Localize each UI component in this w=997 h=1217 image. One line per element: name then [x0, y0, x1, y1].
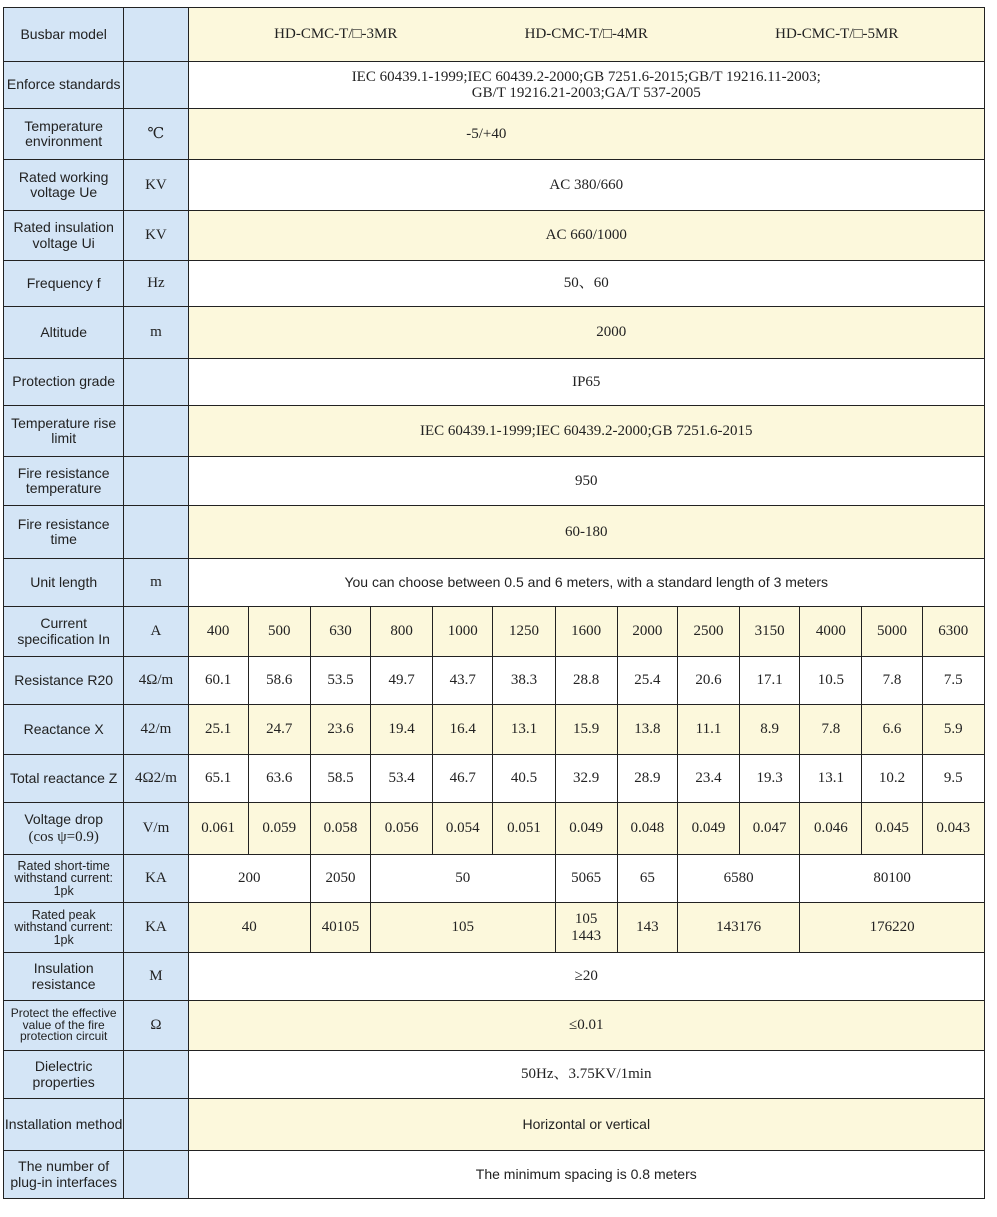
row-altitude	[4, 307, 985, 359]
row-unit: 4Ω2/m	[124, 755, 188, 803]
value-cell: 1600	[555, 607, 617, 657]
row-protect-circuit	[4, 1001, 985, 1051]
row-unit	[124, 1051, 188, 1099]
row-label: Rated short-time withstand current: 1pk	[4, 855, 124, 903]
row-label: Protect the effective value of the fire protection circuit	[4, 1001, 124, 1051]
value-cell: 0.046	[800, 803, 862, 855]
value-cell: 2050	[310, 855, 370, 903]
row-label: Enforce standards	[4, 62, 124, 109]
value-cell: 5000	[862, 607, 922, 657]
row-label: Frequency f	[4, 261, 124, 307]
value-cell: 16.4	[433, 705, 493, 755]
row-label: Rated working voltage Ue	[4, 160, 124, 211]
value-cell: 6580	[677, 855, 799, 903]
value-cell: 1000	[433, 607, 493, 657]
value-cell: 38.3	[493, 657, 555, 705]
row-unit: KV	[124, 160, 188, 211]
row-short-time-current	[4, 855, 985, 903]
row-label: Busbar model	[4, 8, 124, 62]
row-value: IEC 60439.1-1999;IEC 60439.2-2000;GB 7251.6-2015	[188, 406, 984, 457]
row-unit	[124, 506, 188, 559]
value-cell: 28.8	[555, 657, 617, 705]
row-unit	[124, 1099, 188, 1151]
row-label: Temperature rise limit	[4, 406, 124, 457]
value-cell: 13.1	[800, 755, 862, 803]
value-cell: 46.7	[433, 755, 493, 803]
spec-table	[3, 7, 985, 1199]
row-unit	[124, 406, 188, 457]
row-unit	[124, 62, 188, 109]
row-unit: V/m	[124, 803, 188, 855]
row-unit	[124, 457, 188, 506]
value-cell: 19.3	[740, 755, 800, 803]
value-cell: 143	[617, 903, 677, 953]
row-value: IP65	[188, 359, 984, 406]
row-reactance	[4, 705, 985, 755]
value-cell: 105	[371, 903, 556, 953]
value-cell: 7.8	[800, 705, 862, 755]
row-value: ≤0.01	[188, 1001, 984, 1051]
row-unit: KA	[124, 903, 188, 953]
standards-line-1: IEC 60439.1-1999;IEC 60439.2-2000;GB 7251.6-2015;GB/T 19216.11-2003;	[351, 68, 821, 85]
row-label: Voltage drop (cos ψ=0.9)	[4, 803, 124, 855]
value-cell: 10.5	[800, 657, 862, 705]
row-unit-length	[4, 559, 985, 607]
value-cell: 23.6	[310, 705, 370, 755]
value-cell: 58.5	[310, 755, 370, 803]
row-peak-current	[4, 903, 985, 953]
row-insulation-voltage	[4, 211, 985, 261]
row-standards	[4, 62, 985, 109]
row-label: Current specification In	[4, 607, 124, 657]
row-value: AC 660/1000	[188, 211, 984, 261]
value-cell: 50	[371, 855, 556, 903]
row-value: 60-180	[188, 506, 984, 559]
row-resistance	[4, 657, 985, 705]
row-unit: 42/m	[124, 705, 188, 755]
value-cell: 8.9	[740, 705, 800, 755]
value-cell: 40	[188, 903, 310, 953]
value-cell: 53.5	[310, 657, 370, 705]
row-label: Altitude	[4, 307, 124, 359]
row-label: Resistance R20	[4, 657, 124, 705]
value-cell: 23.4	[677, 755, 739, 803]
row-value: 950	[188, 457, 984, 506]
model-3mr: HD-CMC-T/□-3MR	[274, 26, 398, 43]
standards-line-2: GB/T 19216.21-2003;GA/T 537-2005	[471, 85, 701, 101]
row-label: Protection grade	[4, 359, 124, 406]
row-label: Fire resistance time	[4, 506, 124, 559]
value-cell: 63.6	[248, 755, 310, 803]
row-dielectric	[4, 1051, 985, 1099]
value-cell: 60.1	[188, 657, 248, 705]
value-cell: 10.2	[862, 755, 922, 803]
model-4mr: HD-CMC-T/□-4MR	[524, 26, 648, 43]
value-cell: 0.043	[922, 803, 984, 855]
value-cell: 24.7	[248, 705, 310, 755]
value-cell: 0.056	[371, 803, 433, 855]
row-plugin-interfaces	[4, 1151, 985, 1199]
value-cell: 32.9	[555, 755, 617, 803]
row-unit: Hz	[124, 261, 188, 307]
row-unit: M	[124, 953, 188, 1001]
row-value: 2000	[188, 307, 984, 359]
value-cell: 11.1	[677, 705, 739, 755]
row-label: Rated peak withstand current: 1pk	[4, 903, 124, 953]
value-cell: 13.1	[493, 705, 555, 755]
value-cell: 200	[188, 855, 310, 903]
row-voltage-drop	[4, 803, 985, 855]
value-cell: 6.6	[862, 705, 922, 755]
value-cell: 5.9	[922, 705, 984, 755]
row-temperature-rise	[4, 406, 985, 457]
value-cell: 176220	[800, 903, 985, 953]
row-value: ≥20	[188, 953, 984, 1001]
value-cell: 40.5	[493, 755, 555, 803]
value-cell: 3150	[740, 607, 800, 657]
row-unit: m	[124, 307, 188, 359]
row-value: 50Hz、3.75KV/1min	[188, 1051, 984, 1099]
row-fire-temperature	[4, 457, 985, 506]
value-cell: 0.058	[310, 803, 370, 855]
value-cell: 53.4	[371, 755, 433, 803]
value-cell: 13.8	[617, 705, 677, 755]
row-value: -5/+40	[188, 109, 984, 160]
row-unit	[124, 1151, 188, 1199]
value-cell: 65	[617, 855, 677, 903]
value-cell: 0.049	[677, 803, 739, 855]
row-label: Fire resistance temperature	[4, 457, 124, 506]
value-cell: 0.054	[433, 803, 493, 855]
row-label: Unit length	[4, 559, 124, 607]
row-temperature-environment	[4, 109, 985, 160]
value-cell: 2000	[617, 607, 677, 657]
row-insulation-resistance	[4, 953, 985, 1001]
value-cell: 0.049	[555, 803, 617, 855]
value-cell: 25.1	[188, 705, 248, 755]
value-cell: 4000	[800, 607, 862, 657]
value-cell: 17.1	[740, 657, 800, 705]
value-cell: 49.7	[371, 657, 433, 705]
row-label: Temperature environment	[4, 109, 124, 160]
value-cell: 19.4	[371, 705, 433, 755]
row-unit: Ω	[124, 1001, 188, 1051]
row-label: The number of plug-in interfaces	[4, 1151, 124, 1199]
row-label: Reactance X	[4, 705, 124, 755]
row-value: Horizontal or vertical	[188, 1099, 984, 1151]
row-installation	[4, 1099, 985, 1151]
row-value: You can choose between 0.5 and 6 meters, with a standard length of 3 meters	[188, 559, 984, 607]
row-unit	[124, 8, 188, 62]
row-working-voltage	[4, 160, 985, 211]
value-cell: 5065	[555, 855, 617, 903]
row-label: Total reactance Z	[4, 755, 124, 803]
value-cell: 7.5	[922, 657, 984, 705]
row-busbar-model	[4, 8, 985, 62]
row-value: AC 380/660	[188, 160, 984, 211]
row-value: 50、60	[188, 261, 984, 307]
value-cell: 800	[371, 607, 433, 657]
value-cell: 43.7	[433, 657, 493, 705]
value-cell: 0.061	[188, 803, 248, 855]
value-cell: 0.047	[740, 803, 800, 855]
value-cell: 143176	[677, 903, 799, 953]
row-unit: 4Ω/m	[124, 657, 188, 705]
row-unit: m	[124, 559, 188, 607]
value-cell: 20.6	[677, 657, 739, 705]
value-cell: 25.4	[617, 657, 677, 705]
row-frequency	[4, 261, 985, 307]
row-unit: KA	[124, 855, 188, 903]
row-fire-time	[4, 506, 985, 559]
value-cell: 7.8	[862, 657, 922, 705]
row-label: Dielectric properties	[4, 1051, 124, 1099]
value-cell: 2500	[677, 607, 739, 657]
row-total-reactance	[4, 755, 985, 803]
row-label: Rated insulation voltage Ui	[4, 211, 124, 261]
value-cell: 0.051	[493, 803, 555, 855]
value-cell: 58.6	[248, 657, 310, 705]
value-cell: 28.9	[617, 755, 677, 803]
row-unit: KV	[124, 211, 188, 261]
value-cell: 0.048	[617, 803, 677, 855]
value-cell: 80100	[800, 855, 985, 903]
value-cell: 6300	[922, 607, 984, 657]
row-unit: A	[124, 607, 188, 657]
row-label: Installation method	[4, 1099, 124, 1151]
value-cell: 40105	[310, 903, 370, 953]
value-cell: 15.9	[555, 705, 617, 755]
value-cell: 500	[248, 607, 310, 657]
value-cell: 0.045	[862, 803, 922, 855]
row-unit	[124, 359, 188, 406]
row-unit: ℃	[124, 109, 188, 160]
value-cell: 105 1443	[555, 903, 617, 953]
row-label: Insulation resistance	[4, 953, 124, 1001]
value-cell: 9.5	[922, 755, 984, 803]
row-current	[4, 607, 985, 657]
value-cell: 65.1	[188, 755, 248, 803]
value-cell: 400	[188, 607, 248, 657]
value-cell: 630	[310, 607, 370, 657]
model-5mr: HD-CMC-T/□-5MR	[775, 26, 899, 43]
row-value: The minimum spacing is 0.8 meters	[188, 1151, 984, 1199]
value-cell: 1250	[493, 607, 555, 657]
row-protection-grade	[4, 359, 985, 406]
value-cell: 0.059	[248, 803, 310, 855]
